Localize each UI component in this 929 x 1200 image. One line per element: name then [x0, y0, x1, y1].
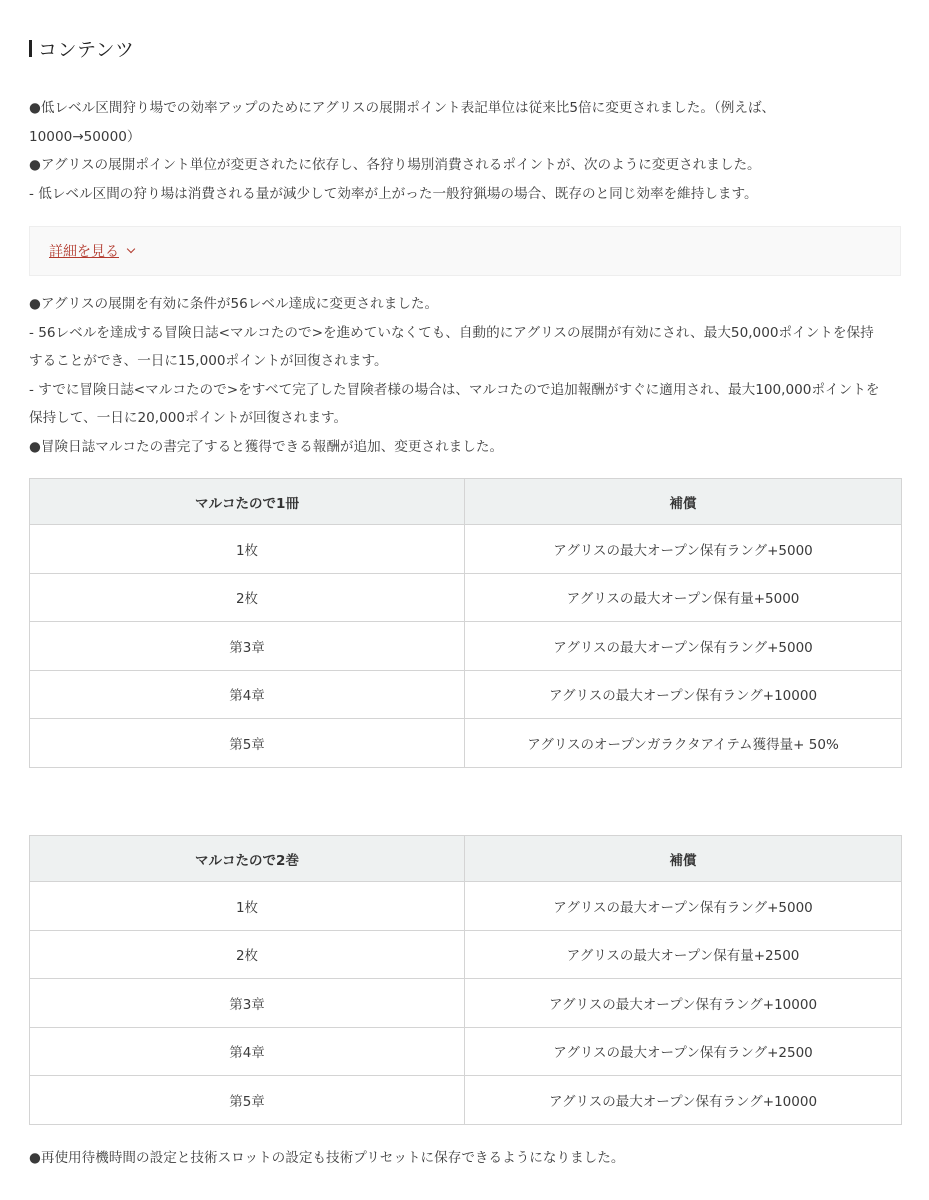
- column-header-volume: マルコたので2巻: [30, 836, 465, 882]
- table-row: [30, 670, 902, 719]
- details-label: 詳細を見る: [49, 244, 119, 260]
- table-cell-chapter: 第5章: [30, 719, 465, 768]
- table-row: [30, 930, 902, 979]
- table-cell-reward: アグリスの最大オープン保有ラング+10000: [465, 979, 902, 1028]
- intro-line: ●アグリスの展開ポイント単位が変更されたに依存し、各狩り場別消費されるポイントが、次のように変更されました。: [29, 157, 761, 173]
- table-cell-chapter: 2枚: [30, 930, 465, 979]
- chevron-down-icon: [127, 244, 135, 252]
- heading-marker: [29, 40, 32, 57]
- table-cell-chapter: 第3章: [30, 979, 465, 1028]
- intro-line: - 低レベル区間の狩り場は消費される量が減少して効率が上がった一般狩猟場の場合、既存のと同じ効率を維持します。: [29, 185, 758, 202]
- mid-line: ●アグリスの展開を有効に条件が56レベル達成に変更されました。: [29, 296, 439, 312]
- mid-line: することができ、一日に15,000ポイントが回復されます。: [29, 353, 388, 369]
- mid-line: - 56レベルを達成する冒険日誌<マルコたので>を進めていなくても、自動的にアグリスの展開が有効にされ、最大50,000ポイントを保持: [29, 324, 874, 341]
- table-cell-reward: アグリスの最大オープン保有量+5000: [465, 573, 902, 622]
- table-row: [30, 573, 902, 622]
- table-cell-reward: アグリスのオープンガラクタアイテム獲得量+ 50%: [465, 719, 902, 768]
- table-row: [30, 719, 902, 768]
- table-cell-reward: アグリスの最大オープン保有ラング+2500: [465, 1027, 902, 1076]
- table-cell-reward: アグリスの最大オープン保有ラング+10000: [465, 1076, 902, 1125]
- table-cell-chapter: 第4章: [30, 1027, 465, 1076]
- intro-line: ●低レベル区間狩り場での効率アップのためにアグリスの展開ポイント表記単位は従来比5倍に変更されました。（例えば、: [29, 100, 776, 116]
- reward-table-volume-1: [29, 478, 902, 768]
- column-header-reward: 補償: [465, 836, 902, 882]
- intro-line: 10000→50000）: [29, 128, 141, 145]
- skill-preset-paragraph: [29, 1144, 901, 1173]
- outro-line: ●再使用待機時間の設定と技術スロットの設定も技術プリセットに保存できるようになりました。: [29, 1150, 625, 1166]
- table-cell-reward: アグリスの最大オープン保有ラング+5000: [465, 882, 902, 931]
- mid-line: ●冒険日誌マルコたの書完了すると獲得できる報酬が追加、変更されました。: [29, 438, 504, 455]
- table-cell-chapter: 1枚: [30, 525, 465, 574]
- table-cell-reward: アグリスの最大オープン保有ラング+10000: [465, 670, 902, 719]
- reward-table-volume-2: [29, 835, 902, 1125]
- table-header-row: [30, 836, 902, 882]
- table-row: [30, 622, 902, 671]
- mid-line: - すでに冒険日誌<マルコたので>をすべて完了した冒険者様の場合は、マルコたので追加報酬がすぐに適用され、最大100,000ポイントを: [29, 381, 880, 398]
- table-cell-reward: アグリスの最大オープン保有ラング+5000: [465, 525, 902, 574]
- table-cell-chapter: 2枚: [30, 573, 465, 622]
- table-row: [30, 882, 902, 931]
- details-panel: [29, 226, 901, 276]
- intro-paragraph: [29, 94, 901, 208]
- details-toggle-link[interactable]: [49, 241, 134, 261]
- table-cell-reward: アグリスの最大オープン保有ラング+5000: [465, 622, 902, 671]
- column-header-reward: 補償: [465, 479, 902, 525]
- table-row: [30, 525, 902, 574]
- table-row: [30, 979, 902, 1028]
- table-cell-reward: アグリスの最大オープン保有量+2500: [465, 930, 902, 979]
- table-header-row: [30, 479, 902, 525]
- table-cell-chapter: 1枚: [30, 882, 465, 931]
- level-requirement-paragraph: [29, 290, 901, 461]
- table-row: [30, 1076, 902, 1125]
- table-row: [30, 1027, 902, 1076]
- mid-line: 保持して、一日に20,000ポイントが回復されます。: [29, 410, 348, 426]
- table-cell-chapter: 第3章: [30, 622, 465, 671]
- table-cell-chapter: 第5章: [30, 1076, 465, 1125]
- section-heading: [29, 34, 135, 62]
- table-cell-chapter: 第4章: [30, 670, 465, 719]
- column-header-volume: マルコたので1冊: [30, 479, 465, 525]
- section-title: コンテンツ: [38, 38, 135, 61]
